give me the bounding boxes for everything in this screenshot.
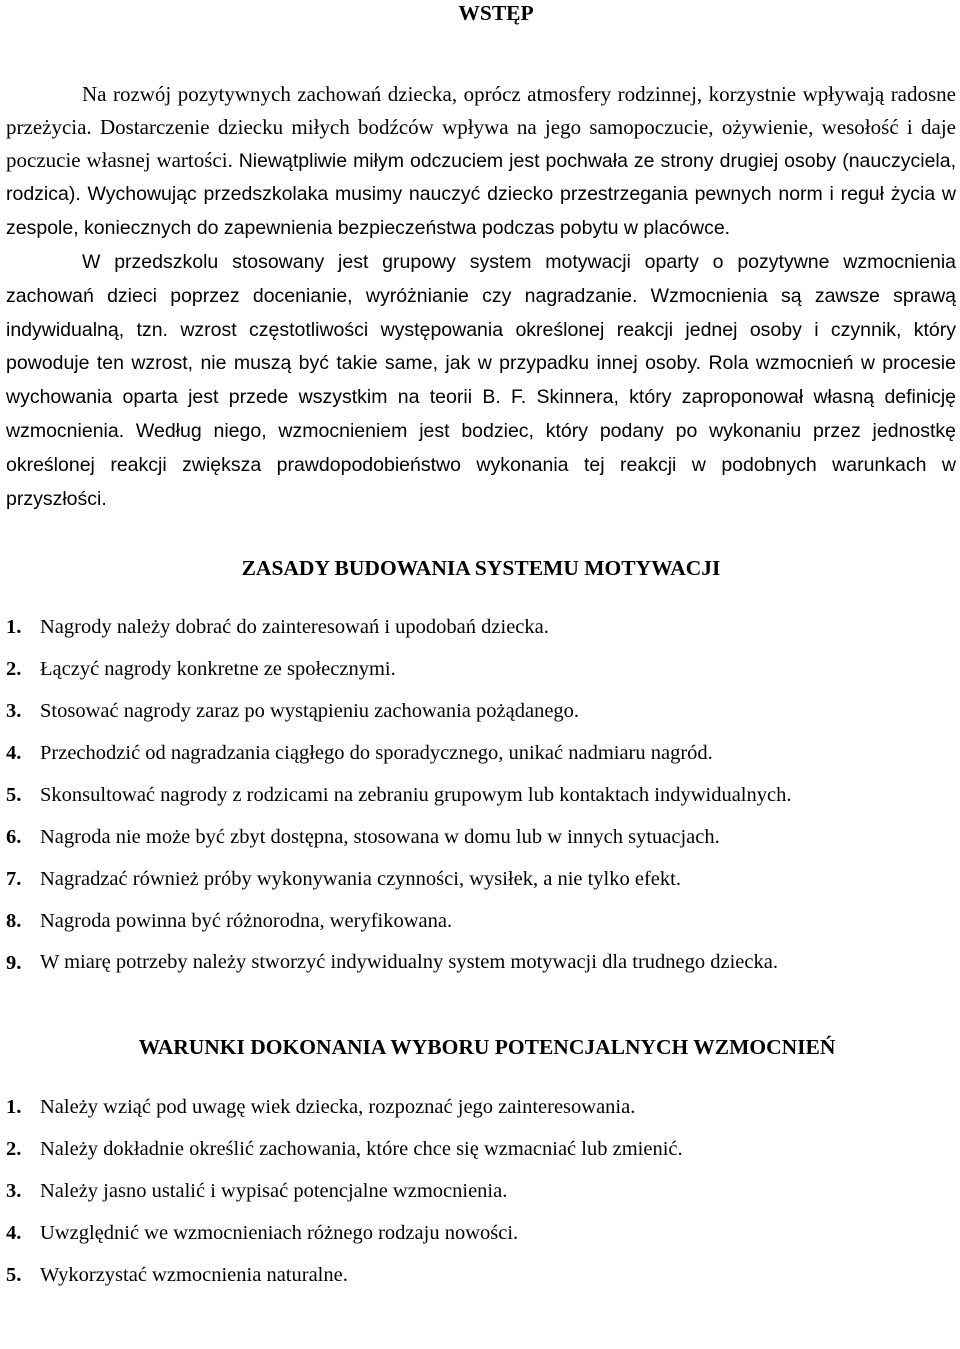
motivation-rules-list: [6, 606, 956, 984]
intro-text: [6, 78, 956, 515]
list-item-number: 8.: [6, 910, 22, 933]
list-item: [6, 900, 956, 942]
list-item-text: Należy wziąć pod uwagę wiek dziecka, rozpoznać jego zainteresowania.: [40, 1096, 636, 1119]
intro-sentence-a: Na rozwój pozytywnych zachowań dziecka, oprócz atmosfery rodzinnej, korzystnie wpływają radosne przeżycia. Dostarczenie dziecku miłych bodźców wpływa na jego samopoczucie, ożywienie, wesołość i daje poczucie własnej wartości.: [6, 82, 956, 172]
list-item-number: 9.: [6, 952, 22, 975]
list-item-number: 3.: [6, 1180, 22, 1203]
conditions-list: [6, 1086, 956, 1296]
intro-paragraph-2: [6, 245, 956, 515]
list-item: [6, 858, 956, 900]
page-title: WSTĘP: [458, 1, 534, 25]
list-item-text: Należy dokładnie określić zachowania, które chce się wzmacniać lub zmienić.: [40, 1138, 683, 1161]
list-item-text: Należy jasno ustalić i wypisać potencjalne wzmocnienia.: [40, 1180, 508, 1203]
list-item: [6, 1086, 956, 1128]
list-item-text: W miarę potrzeby należy stworzyć indywidualny system motywacji dla trudnego dziecka.: [40, 951, 778, 974]
list-item-text: Nagroda nie może być zbyt dostępna, stosowana w domu lub w innych sytuacjach.: [40, 826, 720, 849]
list-item-number: 6.: [6, 826, 22, 849]
list-item-number: 1.: [6, 1096, 22, 1119]
list-item-text: Wykorzystać wzmocnienia naturalne.: [40, 1264, 348, 1287]
list-item-number: 2.: [6, 658, 22, 681]
list-item-number: 4.: [6, 1222, 22, 1245]
list-item-text: Nagradzać również próby wykonywania czynności, wysiłek, a nie tylko efekt.: [40, 868, 681, 891]
list-item-text: Łączyć nagrody konkretne ze społecznymi.: [40, 658, 396, 681]
list-item-text: Stosować nagrody zaraz po wystąpieniu zachowania pożądanego.: [40, 700, 580, 723]
list-item-text: Nagroda powinna być różnorodna, weryfikowana.: [40, 910, 453, 933]
intro-paragraph-1: [6, 78, 956, 245]
list-item-number: 5.: [6, 784, 22, 807]
list-item-number: 4.: [6, 742, 22, 765]
list-item: [6, 942, 956, 984]
section-heading-conditions: WARUNKI DOKONANIA WYBORU POTENCJALNYCH WZMOCNIEŃ: [138, 1035, 836, 1060]
list-item-text: Skonsultować nagrody z rodzicami na zebraniu grupowym lub kontaktach indywidualnych.: [40, 784, 792, 807]
list-item: [6, 774, 956, 816]
list-item-text: Nagrody należy dobrać do zainteresowań i upodobań dziecka.: [40, 616, 549, 639]
list-item-text: Uwzględnić we wzmocnieniach różnego rodzaju nowości.: [40, 1222, 519, 1245]
list-item-number: 7.: [6, 868, 22, 891]
list-item: [6, 1254, 956, 1296]
list-item: [6, 1128, 956, 1170]
list-item: [6, 732, 956, 774]
list-item: [6, 816, 956, 858]
list-item: [6, 606, 956, 648]
list-item: [6, 1212, 956, 1254]
list-item-number: 5.: [6, 1264, 22, 1287]
list-item-number: 2.: [6, 1138, 22, 1161]
document-page: [6, 0, 956, 1296]
list-item: [6, 648, 956, 690]
list-item-number: 1.: [6, 616, 22, 639]
list-item-number: 3.: [6, 700, 22, 723]
list-item: [6, 690, 956, 732]
intro-sentence-b: Niewątpliwie miłym odczuciem jest pochwała ze strony drugiej osoby (nauczyciela, rodzica). Wychowując przedszkolaka musimy nauczyć dziecko przestrzegania pewnych norm i reguł życia w zespole, koniecznych do zapewnienia bezpieczeństwa podczas pobytu w placówce.: [6, 149, 957, 240]
intro-paragraph-2-text: W przedszkolu stosowany jest grupowy system motywacji oparty o pozytywne wzmocnienia zachowań dzieci poprzez docenianie, wyróżnianie czy nagradzanie. Wzmocnienia są zawsze sprawą indywidualną, tzn. wzrost częstotliwości występowania określonej reakcji jednej osoby i czynnik, który powoduje ten wzrost, nie muszą być takie same, jak w przypadku innej osoby. Rola wzmocnień w procesie wychowania oparta jest przede wszystkim na teorii B. F. Skinnera, który zaproponował własną definicję wzmocnienia. Według niego, wzmocnieniem jest bodziec, który podany po wykonaniu przez jednostkę określonej reakcji zwiększa prawdopodobieństwo wykonania tej reakcji w podobnych warunkach w przyszłości.: [6, 250, 956, 510]
section-heading-motivation: ZASADY BUDOWANIA SYSTEMU MOTYWACJI: [241, 556, 721, 581]
list-item-text: Przechodzić od nagradzania ciągłego do sporadycznego, unikać nadmiaru nagród.: [40, 742, 713, 765]
list-item: [6, 1170, 956, 1212]
